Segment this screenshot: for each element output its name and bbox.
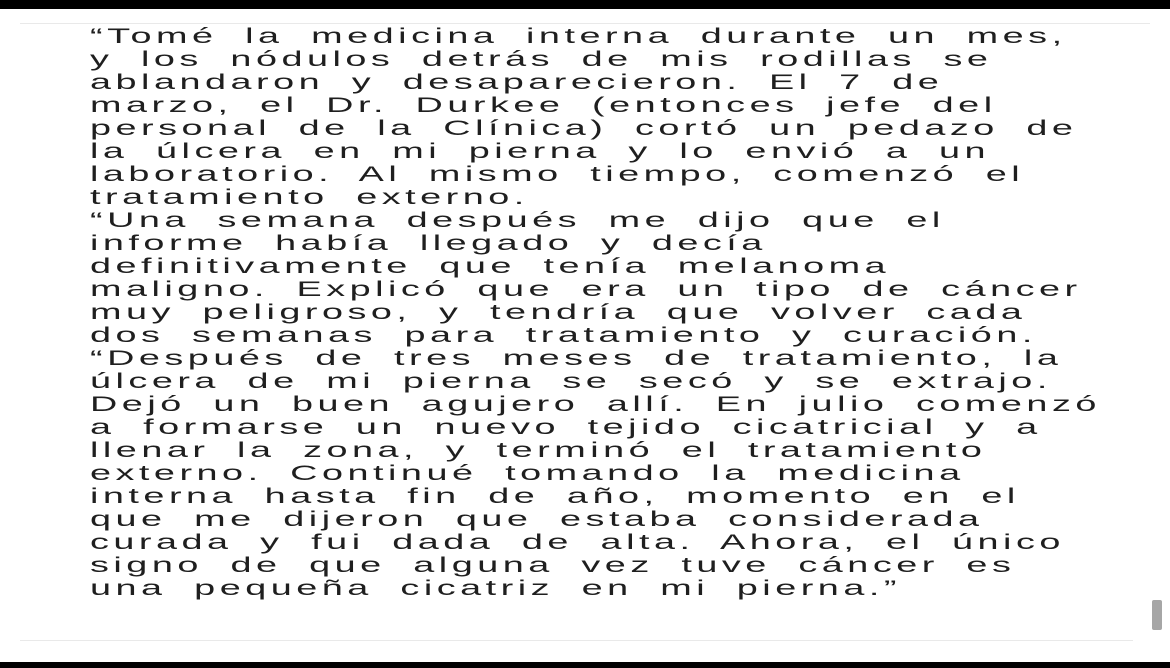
text-line: Dejó un buen agujero allí. En julio comenzó bbox=[90, 393, 1101, 416]
text-line: personal de la Clínica) cortó un pedazo de bbox=[90, 117, 1078, 140]
bottom-letterbox-bar bbox=[0, 662, 1170, 668]
text-line: muy peligroso, y tendría que volver cada bbox=[90, 301, 1027, 324]
top-letterbox-bar bbox=[0, 0, 1170, 9]
text-line: la úlcera en mi pierna y lo envió a un bbox=[90, 140, 991, 163]
text-line: dos semanas para tratamiento y curación. bbox=[90, 324, 1037, 347]
text-line: “Una semana después me dijo que el bbox=[90, 209, 945, 232]
text-line: y los nódulos detrás de mis rodillas se bbox=[90, 48, 993, 71]
text-line: una pequeña cicatriz en mi pierna.” bbox=[90, 577, 901, 600]
page-bottom-divider bbox=[20, 640, 1133, 641]
text-line: signo de que alguna vez tuve cáncer es bbox=[90, 554, 1016, 577]
vertical-scrollbar-thumb[interactable] bbox=[1152, 600, 1162, 630]
text-line: informe había llegado y decía bbox=[90, 232, 767, 255]
text-line: laboratorio. Al mismo tiempo, comenzó el bbox=[90, 163, 1025, 186]
text-line: llenar la zona, y terminó el tratamiento bbox=[90, 439, 987, 462]
text-line: ablandaron y desaparecieron. El 7 de bbox=[90, 71, 944, 94]
document-text bbox=[90, 25, 1101, 600]
text-line: marzo, el Dr. Durkee (entonces jefe del bbox=[90, 94, 997, 117]
text-line: maligno. Explicó que era un tipo de cáncer bbox=[90, 278, 1082, 301]
text-line: úlcera de mi pierna se secó y se extrajo. bbox=[90, 370, 1052, 393]
text-line: tratamiento externo. bbox=[90, 186, 529, 209]
text-line: a formarse un nuevo tejido cicatricial y a bbox=[90, 416, 1042, 439]
text-line: que me dijeron que estaba considerada bbox=[90, 508, 984, 531]
text-line: curada y fui dada de alta. Ahora, el único bbox=[90, 531, 1065, 554]
text-line: externo. Continué tomando la medicina bbox=[90, 462, 965, 485]
text-line: definitivamente que tenía melanoma bbox=[90, 255, 891, 278]
text-line: “Después de tres meses de tratamiento, la bbox=[90, 347, 1063, 370]
text-line: interna hasta fin de año, momento en el bbox=[90, 485, 1020, 508]
page-top-divider bbox=[20, 23, 1150, 24]
text-line: “Tomé la medicina interna durante un mes, bbox=[90, 25, 1067, 48]
